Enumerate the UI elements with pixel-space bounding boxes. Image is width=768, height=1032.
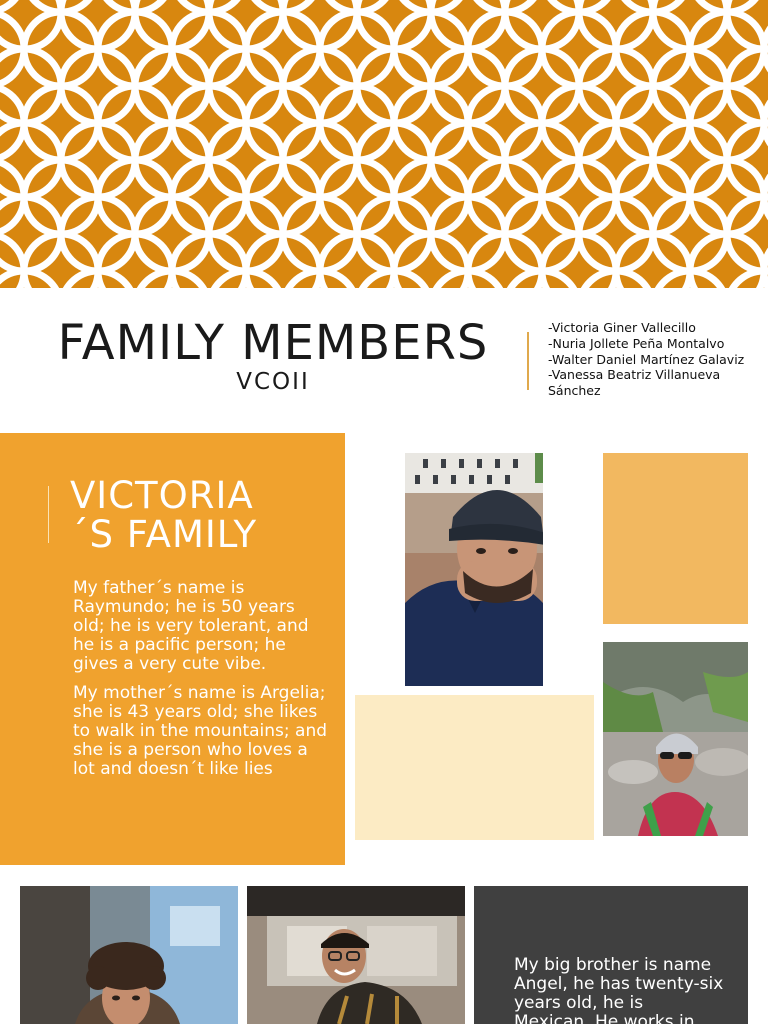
author-name: -Walter Daniel Martínez Galaviz: [548, 351, 745, 367]
young-man-glasses-photo: [247, 886, 465, 1024]
panel-title-divider: [48, 486, 49, 543]
decorative-square-cream: [355, 695, 594, 840]
brother-description: My big brother is name Angel, he has twenty-six years old, he is Mexican. He works in: [514, 955, 724, 1032]
author-name: -Victoria Giner Vallecillo: [548, 320, 696, 335]
father-photo: [405, 453, 543, 686]
mother-photo: [603, 642, 748, 836]
mother-description: My mother´s name is Argelia; she is 43 years old; she likes to walk in the mountains; and she is a person who loves a lot and doesn´t like lies: [73, 683, 328, 779]
decorative-square-orange: [603, 453, 748, 624]
young-man-curly-hair-photo: [20, 886, 238, 1024]
patterned-banner: [0, 0, 768, 288]
page-subtitle: VCOII: [236, 369, 310, 395]
title-divider: [527, 332, 529, 390]
father-description: My father´s name is Raymundo; he is 50 years old; he is very tolerant, and he is a pacific person; he gives a very cute vibe.: [73, 578, 309, 674]
section-body: [73, 579, 328, 789]
section-title-line: ´S FAMILY: [70, 513, 258, 556]
section-title-line: VICTORIA: [70, 474, 254, 517]
banner-pattern-svg: [0, 0, 768, 288]
section-title: [70, 476, 335, 554]
authors-list: [548, 320, 753, 399]
author-name: -Vanessa Beatriz Villanueva Sánchez: [548, 367, 721, 399]
author-name: -Nuria Jollete Peña Montalvo: [548, 335, 725, 351]
page-title: FAMILY MEMBERS: [57, 315, 489, 371]
